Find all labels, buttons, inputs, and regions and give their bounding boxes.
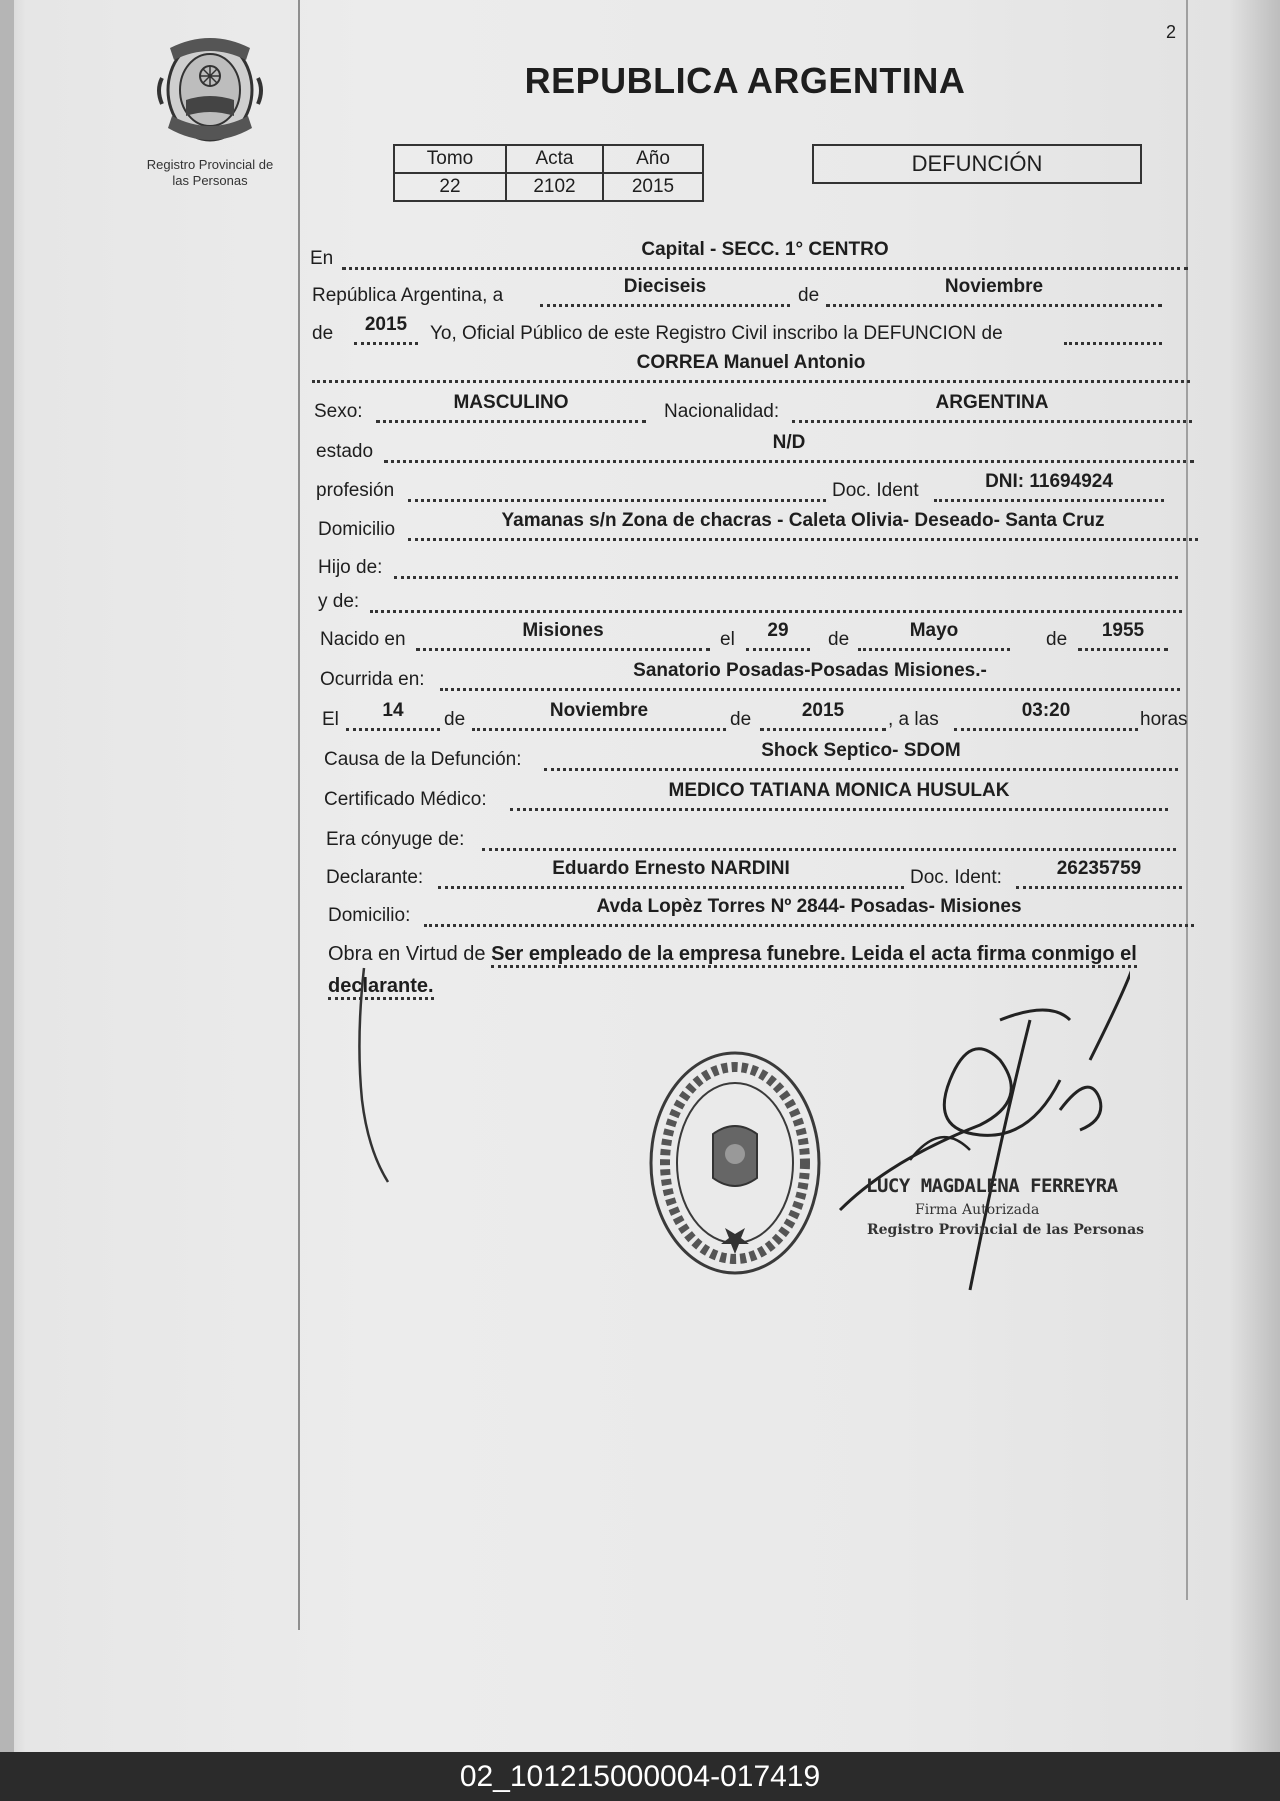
label-nacido-en: Nacido en <box>320 629 406 650</box>
label-nacionalidad: Nacionalidad: <box>664 401 780 422</box>
page-title: REPUBLICA ARGENTINA <box>524 60 966 101</box>
field-profesion <box>408 465 826 502</box>
line-estado <box>316 432 1196 468</box>
line-nacimiento <box>320 620 1200 656</box>
anio-header: Año <box>603 145 703 173</box>
line-profesion <box>316 471 1196 507</box>
misiones-province-emblem-icon <box>150 28 270 148</box>
label-republica: República Argentina, a <box>312 285 504 306</box>
field-doc-ident: DNI: 11694924 <box>934 465 1164 502</box>
label-a-las: , a las <box>888 709 939 730</box>
field-declarante-doc: 26235759 <box>1016 852 1182 889</box>
field-nacimiento-mes: Mayo <box>858 614 1010 651</box>
line-fecha-defuncion <box>322 700 1202 736</box>
label-de-3: de <box>828 629 850 650</box>
field-causa: Shock Septico- SDOM <box>544 734 1178 771</box>
label-ocurrida-en: Ocurrida en: <box>320 669 425 690</box>
label-domicilio-declarante: Domicilio: <box>328 905 411 926</box>
line-nombre <box>312 352 1192 388</box>
line-fecha-registro <box>312 276 1192 312</box>
registry-caption-line1: Registro Provincial de <box>146 157 274 172</box>
field-estado: N/D <box>384 426 1194 463</box>
label-de-5: de <box>444 709 466 730</box>
line-certificado <box>324 780 1204 816</box>
registro-provincial-seal-icon <box>645 1048 825 1278</box>
label-yo-oficial: Yo, Oficial Público de este Registro Civil inscribo la DEFUNCION de <box>430 323 1003 344</box>
field-nacimiento-dia: 29 <box>746 614 810 651</box>
anio-value: 2015 <box>603 173 703 201</box>
field-defuncion-anio: 2015 <box>760 694 886 731</box>
field-certificado: MEDICO TATIANA MONICA HUSULAK <box>510 774 1168 811</box>
tomo-value: 22 <box>394 173 506 201</box>
field-lugar: Capital - SECC. 1° CENTRO <box>342 233 1188 270</box>
field-nacimiento-anio: 1955 <box>1078 614 1168 651</box>
record-reference-table <box>393 144 704 202</box>
field-nacido-en: Misiones <box>416 614 710 651</box>
field-defuncion-hora: 03:20 <box>954 694 1138 731</box>
label-certificado: Certificado Médico: <box>324 789 487 810</box>
label-doc-ident: Doc. Ident <box>832 480 919 501</box>
acta-value: 2102 <box>506 173 603 201</box>
pen-mark-icon <box>340 960 400 1190</box>
registry-caption <box>130 157 290 189</box>
field-domicilio-declarante: Avda Lopèz Torres Nº 2844- Posadas- Misiones <box>424 890 1194 927</box>
line-ocurrida <box>320 660 1200 696</box>
field-obra-en-virtud-2: declarante. <box>328 975 434 1000</box>
field-y-de <box>370 576 1182 613</box>
acta-header: Acta <box>506 145 603 173</box>
label-hijo-de: Hijo de: <box>318 557 383 578</box>
field-hijo-de <box>394 542 1178 579</box>
signer-organization: Registro Provincial de las Personas <box>867 1222 1145 1238</box>
binding-strip <box>0 0 14 1752</box>
label-sexo: Sexo: <box>314 401 363 422</box>
line-causa <box>324 740 1204 776</box>
field-sexo: MASCULINO <box>376 386 646 423</box>
field-mes-registro: Noviembre <box>826 270 1162 307</box>
label-el-1: el <box>720 629 735 650</box>
line-domicilio-declarante <box>328 896 1208 932</box>
label-obra-en-virtud: Obra en Virtud de <box>328 943 486 965</box>
tomo-header: Tomo <box>394 145 506 173</box>
label-de-4: de <box>1046 629 1068 650</box>
document-type-box: DEFUNCIÓN <box>812 144 1142 184</box>
signer-role: Firma Autorizada <box>915 1202 1040 1218</box>
label-doc-ident-declarante: Doc. Ident: <box>910 867 1002 888</box>
line-sexo-nacionalidad <box>314 392 1194 428</box>
field-defuncion-dia: 14 <box>346 694 440 731</box>
page-number: 2 <box>1166 22 1177 42</box>
label-y-de: y de: <box>318 591 360 612</box>
signer-name: LUCY MAGDALENA FERREYRA <box>866 1175 1118 1197</box>
field-declarante: Eduardo Ernesto NARDINI <box>438 852 904 889</box>
field-nacionalidad: ARGENTINA <box>792 386 1192 423</box>
field-obra-en-virtud-1: Ser empleado de la empresa funebre. Leida el acta firma conmigo el <box>491 943 1137 968</box>
label-causa: Causa de la Defunción: <box>324 749 522 770</box>
label-el-2: El <box>322 709 339 730</box>
field-nombre-fallecido: CORREA Manuel Antonio <box>312 346 1190 383</box>
label-declarante: Declarante: <box>326 867 424 888</box>
label-de-1: de <box>798 285 820 306</box>
field-dia-registro: Dieciseis <box>540 270 790 307</box>
handwritten-signature-icon <box>830 960 1130 1300</box>
field-domicilio: Yamanas s/n Zona de chacras - Caleta Olivia- Deseado- Santa Cruz <box>408 504 1198 541</box>
scan-id-footer: 02_101215000004-017419 <box>459 1760 821 1793</box>
field-conyuge <box>482 814 1176 851</box>
label-domicilio: Domicilio <box>318 519 396 540</box>
label-en: En <box>310 248 334 269</box>
field-anio-registro: 2015 <box>354 308 418 345</box>
label-conyuge: Era cónyuge de: <box>326 829 465 850</box>
field-inscripcion-blank <box>1064 308 1162 345</box>
field-defuncion-mes: Noviembre <box>472 694 726 731</box>
margin-line <box>298 0 300 1630</box>
label-de-6: de <box>730 709 752 730</box>
registry-caption-line2: las Personas <box>172 173 248 188</box>
field-ocurrida-en: Sanatorio Posadas-Posadas Misiones.- <box>440 654 1180 691</box>
label-profesion: profesión <box>316 480 395 501</box>
label-horas: horas <box>1140 709 1188 730</box>
label-de-2: de <box>312 323 334 344</box>
label-estado: estado <box>316 441 374 462</box>
